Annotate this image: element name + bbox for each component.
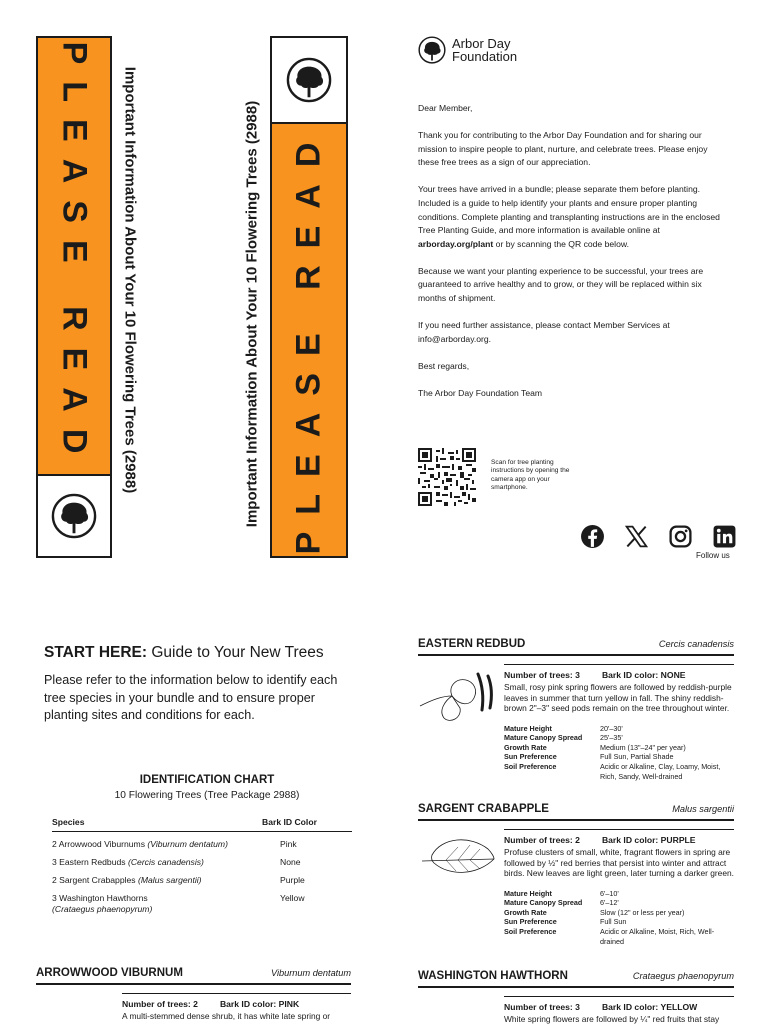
table-row bbox=[52, 875, 352, 886]
stat-row bbox=[504, 724, 734, 734]
species-name: 2 Arrowwood Viburnums bbox=[52, 839, 148, 849]
card-body bbox=[36, 985, 351, 1024]
tree-card-sargent-crabapple bbox=[418, 803, 734, 961]
card-header bbox=[418, 638, 734, 656]
letter-closing: Best regards, bbox=[418, 360, 470, 371]
species-name: 2 Sargent Crabapples bbox=[52, 875, 138, 885]
social-links bbox=[580, 524, 737, 549]
tree-count: Number of trees: 2 bbox=[504, 835, 580, 845]
hawthorn-leaf-icon bbox=[418, 998, 500, 1024]
tree-scientific-name: Cercis canadensis bbox=[658, 639, 734, 649]
banner-orange-panel bbox=[272, 122, 346, 556]
column-header-species: Species bbox=[52, 817, 85, 827]
stat-label: Mature Canopy Spread bbox=[504, 733, 583, 743]
banner-right bbox=[270, 36, 348, 558]
species-cell bbox=[52, 893, 280, 915]
card-info bbox=[504, 829, 734, 946]
species-cell bbox=[52, 857, 280, 868]
tree-logo-icon bbox=[286, 57, 332, 103]
tree-description: Profuse clusters of small, white, fragrant flowers in spring are followed by ½" red berries that persist into winter and attract birds. New leaves are light green, later turning a darker green. bbox=[504, 847, 734, 879]
org-name-line1: Arbor Day bbox=[452, 36, 511, 51]
banner-title-left: Important Information About Your 10 Flowering Trees (2988) bbox=[121, 66, 139, 494]
arrowwood-leaf-icon bbox=[36, 995, 118, 1024]
redbud-leaf-icon bbox=[418, 666, 500, 726]
qr-caption: Scan for tree planting instructions by opening the camera app on your smartphone. bbox=[491, 459, 570, 492]
card-info bbox=[504, 664, 734, 781]
tree-scientific-name: Malus sargentii bbox=[672, 804, 734, 814]
tree-count: Number of trees: 3 bbox=[504, 670, 580, 680]
org-logo bbox=[418, 36, 517, 64]
table-header bbox=[52, 810, 352, 832]
stat-value: Acidic or Alkaline, Moist, Rich, Well-drained bbox=[600, 927, 715, 946]
linkedin-icon[interactable] bbox=[712, 524, 737, 549]
bark-color-cell: None bbox=[280, 857, 301, 867]
stat-value: 6'–10' bbox=[600, 888, 619, 898]
tree-description: White spring flowers are followed by ¼" red fruits that stay bbox=[504, 1014, 720, 1024]
tree-count: Number of trees: 3 bbox=[504, 1002, 580, 1012]
stat-row bbox=[504, 762, 734, 781]
letter-paragraph-4: If you need further assistance, please contact Member Services at info@arborday.org. bbox=[418, 320, 670, 344]
bark-color-cell: Pink bbox=[280, 839, 297, 849]
chart-subtitle: 10 Flowering Trees (Tree Package 2988) bbox=[114, 790, 300, 801]
card-counts bbox=[122, 999, 351, 1009]
stat-label: Soil Preference bbox=[504, 762, 557, 771]
bark-id-color: Bark ID color: PINK bbox=[219, 999, 300, 1009]
table-row bbox=[52, 839, 352, 850]
stat-row bbox=[504, 908, 734, 918]
stat-row bbox=[504, 733, 734, 743]
crabapple-leaf-icon bbox=[418, 831, 500, 891]
card-body bbox=[418, 988, 734, 1024]
stat-value: Full Sun, Partial Shade bbox=[600, 752, 674, 762]
species-scientific-name: (Viburnum dentatum) bbox=[147, 839, 228, 849]
tree-scientific-name: Crataegus phaenopyrum bbox=[632, 971, 734, 981]
facebook-icon[interactable] bbox=[580, 524, 605, 549]
table-row bbox=[52, 893, 352, 915]
bark-id-color: Bark ID color: PURPLE bbox=[601, 835, 696, 845]
tree-name: EASTERN REDBUD bbox=[418, 638, 526, 650]
bark-id-color: Bark ID color: NONE bbox=[601, 670, 686, 680]
stat-row bbox=[504, 927, 734, 946]
card-counts bbox=[504, 835, 734, 845]
card-info bbox=[122, 993, 351, 1024]
tree-name: SARGENT CRABAPPLE bbox=[418, 803, 549, 815]
species-name: 3 Eastern Redbuds bbox=[52, 857, 128, 867]
tree-card-washington-hawthorn bbox=[418, 970, 734, 1024]
banner-logo-box bbox=[38, 476, 110, 556]
x-icon[interactable] bbox=[624, 524, 649, 549]
guide-intro: Please refer to the information below to identify each tree species in your bundle and to ensure proper planting sites and conditions for each. bbox=[44, 673, 338, 722]
tree-name: WASHINGTON HAWTHORN bbox=[418, 970, 568, 982]
tree-description: Small, rosy pink spring flowers are followed by reddish-purple leaves in summer that turn yellow in fall. The shiny reddish-brown 2"–3" seed pods remain on the tree throughout winter. bbox=[504, 682, 732, 714]
please-read-text: PLEASE READ bbox=[55, 41, 94, 471]
stat-value: Full Sun bbox=[600, 917, 627, 927]
bark-color-cell: Purple bbox=[280, 875, 305, 885]
tree-name: ARROWWOOD VIBURNUM bbox=[36, 967, 183, 979]
stat-label: Mature Height bbox=[504, 723, 552, 733]
stat-row bbox=[504, 917, 734, 927]
chart-title: IDENTIFICATION CHART bbox=[139, 774, 275, 786]
stat-label: Mature Canopy Spread bbox=[504, 898, 583, 908]
stat-label: Soil Preference bbox=[504, 927, 557, 936]
card-counts bbox=[504, 1002, 734, 1012]
species-scientific-name: (Crataegus phaenopyrum) bbox=[52, 904, 153, 914]
stat-label: Sun Preference bbox=[504, 752, 557, 762]
banner-orange-panel bbox=[38, 38, 110, 476]
card-body bbox=[418, 656, 734, 796]
tree-logo-icon bbox=[418, 36, 446, 64]
instagram-icon[interactable] bbox=[668, 524, 693, 549]
stat-value: 20'–30' bbox=[600, 723, 623, 733]
stat-label: Sun Preference bbox=[504, 917, 557, 927]
stat-row bbox=[504, 752, 734, 762]
tree-count: Number of trees: 2 bbox=[122, 999, 198, 1009]
stat-label: Growth Rate bbox=[504, 907, 547, 917]
letter-paragraph-1: Thank you for contributing to the Arbor Day Foundation and for sharing our mission to inspire people to plant, nurture, and celebrate trees. Please enjoy these free trees as a sign of our appreciation. bbox=[418, 130, 708, 168]
stat-row bbox=[504, 889, 734, 899]
letter-signature: The Arbor Day Foundation Team bbox=[418, 387, 543, 398]
species-cell bbox=[52, 875, 280, 886]
card-header bbox=[418, 970, 734, 988]
letter-greeting: Dear Member, bbox=[418, 103, 473, 113]
tree-stats bbox=[504, 889, 734, 947]
species-cell bbox=[52, 839, 280, 850]
letter-text: or by scanning the QR code below. bbox=[493, 238, 629, 249]
banner-logo-box bbox=[272, 38, 346, 122]
card-header bbox=[36, 967, 351, 985]
org-name bbox=[452, 37, 517, 63]
stat-value: 6'–12' bbox=[600, 898, 619, 908]
banner-title-right: Important Information About Your 10 Flowering Trees (2988) bbox=[243, 100, 261, 528]
stat-value: Acidic or Alkaline, Clay, Loamy, Moist, Rich, Sandy, Well-drained bbox=[600, 762, 721, 781]
tree-card-arrowwood-viburnum bbox=[36, 967, 351, 1024]
org-name-line2: Foundation bbox=[452, 49, 518, 64]
please-read-text: PLEASE READ bbox=[289, 125, 328, 555]
card-header bbox=[418, 803, 734, 821]
stat-row bbox=[504, 743, 734, 753]
stat-row bbox=[504, 898, 734, 908]
species-scientific-name: (Malus sargentii) bbox=[138, 875, 202, 885]
stat-label: Mature Height bbox=[504, 888, 552, 898]
letter-paragraph-3: Because we want your planting experience to be successful, your trees are guaranteed to arrive healthy and to grow, or they will be replaced within six months of shipment. bbox=[418, 265, 704, 304]
follow-us-label: Follow us bbox=[696, 551, 730, 560]
start-here-rest: Guide to Your New Trees bbox=[147, 644, 324, 661]
tree-logo-icon bbox=[51, 493, 97, 539]
species-name: 3 Washington Hawthorns bbox=[52, 893, 148, 903]
start-here-bold: START HERE: bbox=[44, 644, 148, 661]
species-scientific-name: (Cercis canadensis) bbox=[127, 857, 204, 867]
start-here-heading bbox=[44, 644, 324, 662]
card-info bbox=[504, 996, 734, 1024]
stat-label: Growth Rate bbox=[504, 742, 547, 752]
bark-id-color: Bark ID color: YELLOW bbox=[601, 1002, 698, 1012]
member-letter bbox=[418, 102, 728, 414]
tree-card-eastern-redbud bbox=[418, 638, 734, 796]
stat-value: Slow (12" or less per year) bbox=[600, 907, 685, 917]
tree-description: A multi-stemmed dense shrub, it has white late spring or bbox=[122, 1011, 331, 1022]
stat-value: Medium (13"–24" per year) bbox=[600, 742, 686, 752]
bark-color-cell: Yellow bbox=[280, 893, 305, 903]
tree-scientific-name: Viburnum dentatum bbox=[270, 968, 351, 978]
tree-stats bbox=[504, 724, 734, 782]
banner-left bbox=[36, 36, 112, 558]
stat-value: 25'–35' bbox=[600, 733, 623, 743]
letter-paragraph-2 bbox=[418, 183, 728, 251]
table-row bbox=[52, 857, 352, 868]
identification-table bbox=[52, 810, 352, 915]
column-header-bark: Bark ID Color bbox=[262, 817, 317, 827]
card-counts bbox=[504, 670, 734, 680]
card-body bbox=[418, 821, 734, 961]
qr-code-icon[interactable] bbox=[418, 448, 476, 506]
planting-link[interactable]: arborday.org/plant bbox=[418, 238, 494, 249]
letter-text: Your trees have arrived in a bundle; please separate them before planting. Included is a guide to help identify your plants and ensure proper planting conditions. Complete planting and transplanting instructions are in the enclosed Tree Planting Guide, and more information is available online at bbox=[418, 184, 720, 236]
